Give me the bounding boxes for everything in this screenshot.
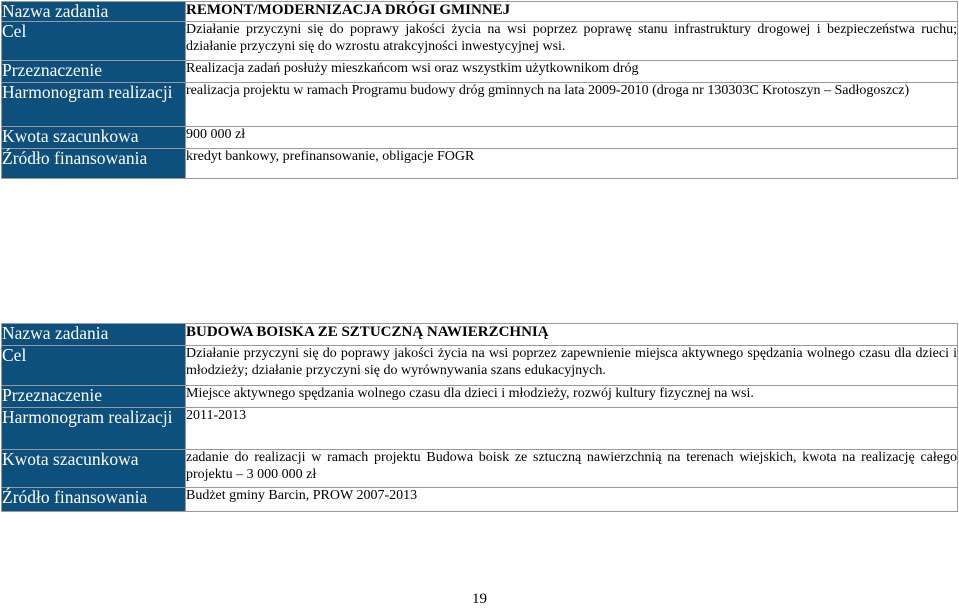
page-number: 19	[472, 591, 487, 607]
label-amount: Kwota szacunkowa	[2, 450, 186, 488]
purpose-value: Miejsce aktywnego spędzania wolnego czasu dla dzieci i młodzieży, rozwój kultury fizycznej na wsi.	[186, 386, 958, 408]
schedule-value: 2011-2013	[186, 408, 958, 450]
schedule-value: realizacja projektu w ramach Programu budowy dróg gminnych na lata 2009-2010 (droga nr 130303C Krotoszyn – Sadłogoszcz)	[186, 83, 958, 127]
label-goal: Cel	[2, 22, 186, 61]
label-goal: Cel	[2, 346, 186, 386]
row-amount	[2, 450, 958, 488]
row-purpose	[2, 386, 958, 408]
goal-value: Działanie przyczyni się do poprawy jakości życia na wsi poprzez zapewnienie miejsca aktywnego spędzania wolnego czasu dla dzieci i młodzieży; działanie przyczyni się do wyrównywania szans edukacyjnych.	[186, 346, 958, 386]
row-task-name	[2, 324, 958, 346]
row-purpose	[2, 61, 958, 83]
label-schedule: Harmonogram realizacji	[2, 408, 186, 450]
label-purpose: Przeznaczenie	[2, 386, 186, 408]
row-source	[2, 149, 958, 179]
label-purpose: Przeznaczenie	[2, 61, 186, 83]
label-source: Źródło finansowania	[2, 149, 186, 179]
row-goal	[2, 22, 958, 61]
amount-value: 900 000 zł	[186, 127, 958, 149]
row-schedule	[2, 408, 958, 450]
row-task-name	[2, 2, 958, 22]
label-task-name: Nazwa zadania	[2, 2, 186, 22]
label-amount: Kwota szacunkowa	[2, 127, 186, 149]
amount-value: zadanie do realizacji w ramach projektu Budowa boisk ze sztuczną nawierzchnią na terenach wiejskich, kwota na realizację całego projektu – 3 000 000 zł	[186, 450, 958, 488]
row-schedule	[2, 83, 958, 127]
label-source: Źródło finansowania	[2, 488, 186, 512]
source-value: Budżet gminy Barcin, PROW 2007-2013	[186, 488, 958, 512]
source-value: kredyt bankowy, prefinansowanie, obligacje FOGR	[186, 149, 958, 179]
task-name-value: BUDOWA BOISKA ZE SZTUCZNĄ NAWIERZCHNIĄ	[186, 324, 958, 346]
goal-value: Działanie przyczyni się do poprawy jakości życia na wsi poprzez poprawę stanu infrastruktury drogowej i bezpieczeństwa ruchu; działanie przyczyni się do wzrostu atrakcyjności inwestycyjnej wsi.	[186, 22, 958, 61]
task-table-road-repair	[1, 1, 958, 179]
task-name-value: REMONT/MODERNIZACJA DRÓGI GMINNEJ	[186, 2, 958, 22]
task-table-sports-field	[1, 323, 958, 512]
label-task-name: Nazwa zadania	[2, 324, 186, 346]
purpose-value: Realizacja zadań posłuży mieszkańcom wsi oraz wszystkim użytkownikom dróg	[186, 61, 958, 83]
label-schedule: Harmonogram realizacji	[2, 83, 186, 127]
row-source	[2, 488, 958, 512]
row-amount	[2, 127, 958, 149]
row-goal	[2, 346, 958, 386]
